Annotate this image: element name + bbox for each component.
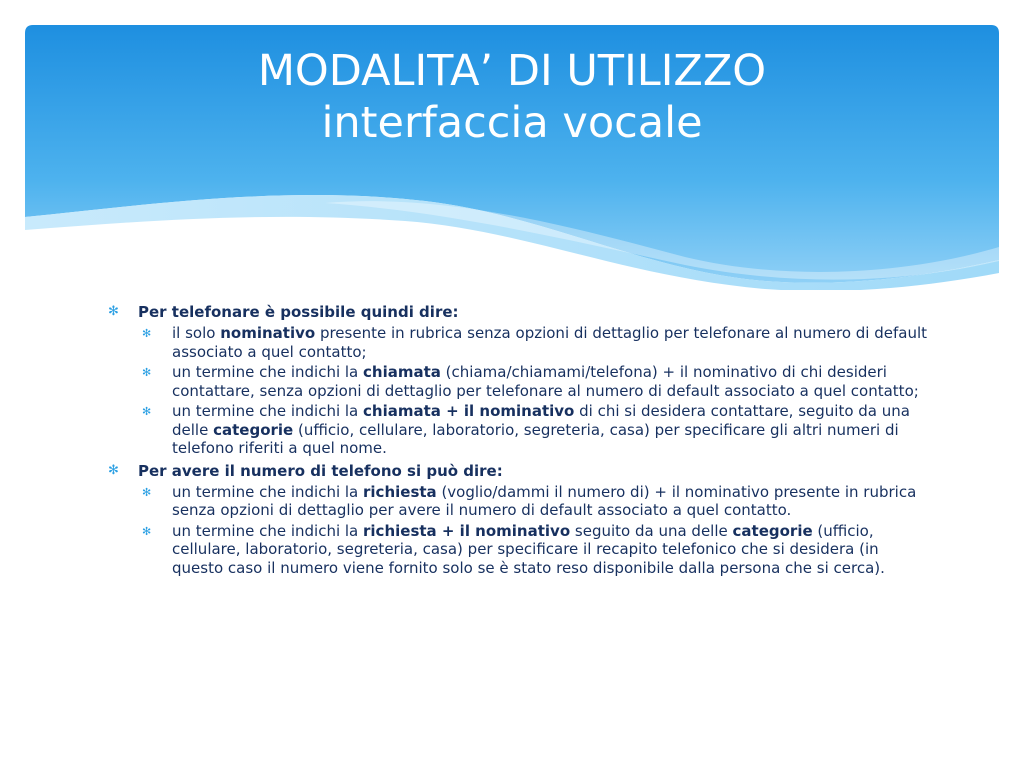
item-text: il solo <box>172 324 221 342</box>
slide-title <box>25 46 999 149</box>
item-keyword: categorie <box>732 521 813 540</box>
title-line-1: MODALITA’ DI UTILIZZO <box>257 46 767 96</box>
list-item <box>138 363 928 400</box>
item-text: presente in rubrica senza opzioni di dettaglio per telefonare al numero di default associato a quel contatto; <box>172 324 928 361</box>
sub-bullet-list <box>138 324 928 458</box>
list-item <box>138 522 928 578</box>
item-text: un termine che indichi la <box>172 482 364 501</box>
item-keyword: chiamata + il nominativo <box>363 402 575 420</box>
section-telefonare <box>108 302 928 458</box>
item-text: (voglio/dammi il numero di) + il nominativo presente in rubrica senza opzioni di dettaglio per avere il numero di default associato a quel contatto. <box>172 482 917 519</box>
item-keyword: richiesta + il nominativo <box>363 521 571 540</box>
item-text: (ufficio, cellulare, laboratorio, segreteria, casa) per specificare il recapito telefonico che si desidera (in questo caso il numero viene fornito solo se è stato reso disponibile dalla persona che si cerca). <box>172 521 885 577</box>
item-text: un termine che indichi la <box>172 521 364 540</box>
item-text: un termine che indichi la <box>172 402 364 420</box>
bullet-list <box>108 302 928 577</box>
item-keyword: richiesta <box>363 482 437 501</box>
list-item <box>138 324 928 361</box>
asterisk-bullet-icon: ✻ <box>142 485 152 499</box>
item-text: di chi si desidera contattare, seguito da una delle <box>172 402 910 439</box>
item-text: (chiama/chiamami/telefona) + il nominativo di chi desideri contattare, senza opzioni di dettaglio per telefonare al numero di default associato a quel contatto; <box>172 363 919 400</box>
asterisk-bullet-icon: ✻ <box>108 304 119 319</box>
title-line-2: interfaccia vocale <box>321 97 703 148</box>
section-numero <box>108 461 928 578</box>
item-text: (ufficio, cellulare, laboratorio, segreteria, casa) per specificare gli altri numeri di telefono riferiti a quel nome. <box>172 420 899 457</box>
asterisk-bullet-icon: ✻ <box>142 405 152 418</box>
asterisk-bullet-icon: ✻ <box>142 327 152 340</box>
item-keyword: nominativo <box>220 324 316 342</box>
item-text: seguito da una delle <box>570 521 733 540</box>
section-heading: Per telefonare è possibile quindi dire: <box>138 303 459 321</box>
list-item <box>138 402 928 458</box>
list-item <box>138 483 928 520</box>
sub-bullet-list <box>138 483 928 578</box>
item-text: un termine che indichi la <box>172 363 364 381</box>
item-keyword: chiamata <box>363 363 441 381</box>
section-heading: Per avere il numero di telefono si può dire: <box>138 461 503 480</box>
asterisk-bullet-icon: ✻ <box>142 524 152 538</box>
content-body <box>108 302 928 580</box>
item-keyword: categorie <box>213 420 294 439</box>
asterisk-bullet-icon: ✻ <box>108 462 119 478</box>
asterisk-bullet-icon: ✻ <box>142 366 152 379</box>
